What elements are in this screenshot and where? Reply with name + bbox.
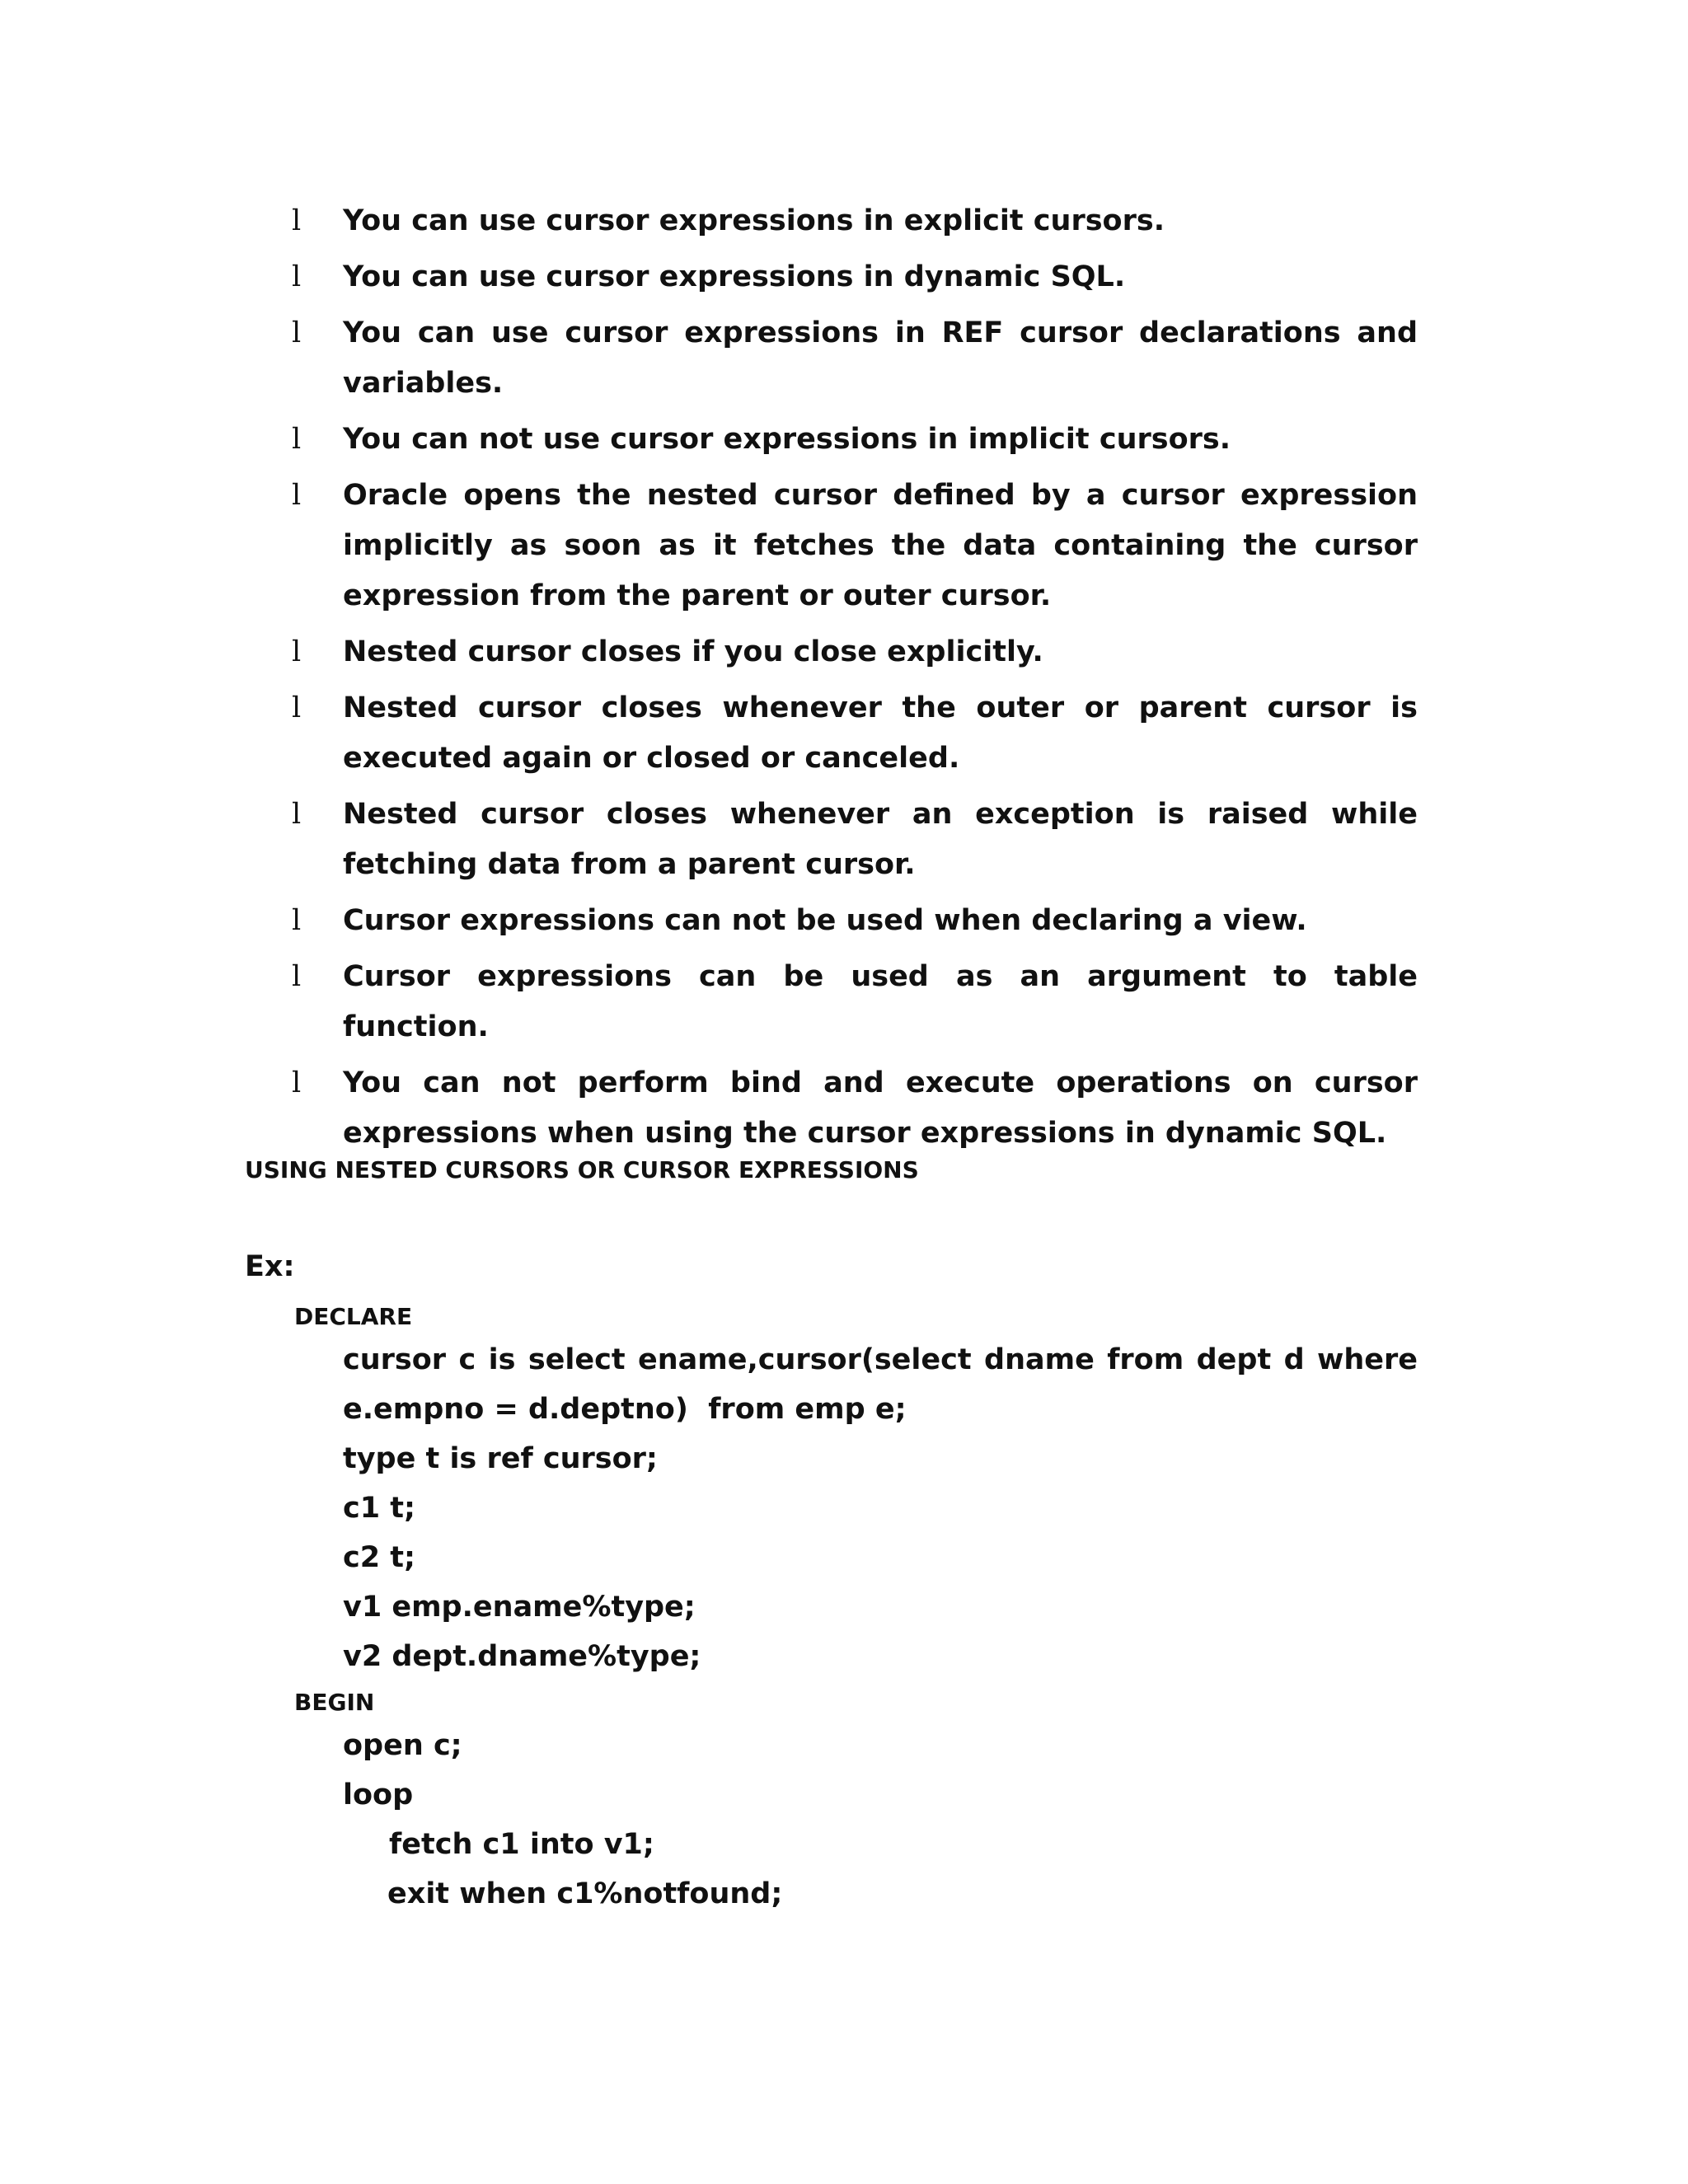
list-item xyxy=(292,896,1418,946)
code-keyword-begin: BEGIN xyxy=(294,1689,375,1716)
code-line: v2 dept.dname%type; xyxy=(343,1640,701,1673)
list-item-text: Oracle opens the nested cursor defined by a cursor expression implicitly as soon as it fetches the data containing the cursor expression from the parent or outer cursor. xyxy=(343,479,1418,612)
list-item-text: You can not perform bind and execute operations on cursor expressions when using the cursor expressions in dynamic SQL. xyxy=(343,1066,1418,1150)
list-item xyxy=(292,683,1418,784)
section-heading: USING NESTED CURSORS OR CURSOR EXPRESSIONS xyxy=(245,1156,919,1183)
code-line: exit when c1%notfound; xyxy=(387,1877,783,1910)
list-item xyxy=(292,790,1418,890)
list-item-text: Nested cursor closes whenever the outer or parent cursor is executed again or closed or canceled. xyxy=(343,691,1418,775)
list-item-text: Nested cursor closes if you close explicitly. xyxy=(343,635,1043,668)
bullet-marker: l xyxy=(292,1066,302,1099)
example-label: Ex: xyxy=(245,1250,295,1283)
list-item-text: Nested cursor closes whenever an exception is raised while fetching data from a parent cursor. xyxy=(343,798,1418,881)
code-line: type t is ref cursor; xyxy=(343,1442,658,1475)
bullet-marker: l xyxy=(292,260,302,293)
list-item xyxy=(292,308,1418,409)
bullet-marker: l xyxy=(292,479,302,512)
list-item-text: You can use cursor expressions in explicit cursors. xyxy=(343,204,1165,237)
bullet-marker: l xyxy=(292,423,302,456)
list-item xyxy=(292,952,1418,1052)
list-item xyxy=(292,252,1418,302)
code-line: loop xyxy=(343,1779,414,1811)
list-item xyxy=(292,1058,1418,1159)
bullet-marker: l xyxy=(292,635,302,668)
list-item xyxy=(292,627,1418,677)
list-item xyxy=(292,471,1418,621)
bullet-marker: l xyxy=(292,798,302,831)
code-line: c2 t; xyxy=(343,1541,416,1574)
bullet-marker: l xyxy=(292,960,302,993)
bullet-list xyxy=(292,196,1418,1165)
list-item-text: Cursor expressions can not be used when declaring a view. xyxy=(343,904,1307,937)
bullet-marker: l xyxy=(292,904,302,937)
code-line: open c; xyxy=(343,1729,462,1762)
list-item-text: You can use cursor expressions in dynamic SQL. xyxy=(343,260,1126,293)
code-line: v1 emp.ename%type; xyxy=(343,1591,696,1624)
code-keyword-declare: DECLARE xyxy=(294,1303,413,1330)
bullet-marker: l xyxy=(292,204,302,237)
code-line: c1 t; xyxy=(343,1492,416,1525)
list-item-text: You can not use cursor expressions in implicit cursors. xyxy=(343,423,1231,456)
list-item-text: Cursor expressions can be used as an argument to table function. xyxy=(343,960,1418,1043)
list-item xyxy=(292,196,1418,246)
code-line: fetch c1 into v1; xyxy=(389,1828,654,1861)
bullet-marker: l xyxy=(292,691,302,724)
list-item-text: You can use cursor expressions in REF cursor declarations and variables. xyxy=(343,316,1418,400)
bullet-marker: l xyxy=(292,316,302,349)
code-line: e.empno = d.deptno) from emp e; xyxy=(343,1393,907,1426)
code-line: cursor c is select ename,cursor(select dname from dept d where xyxy=(343,1343,1418,1376)
list-item xyxy=(292,415,1418,465)
